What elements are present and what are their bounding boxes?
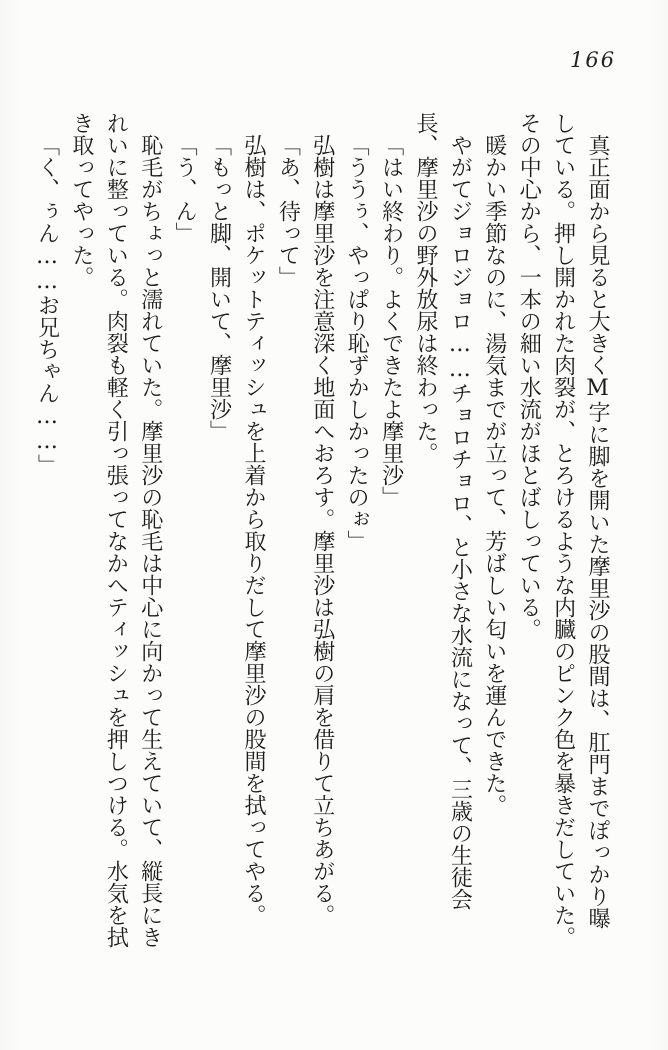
- dialogue-paragraph: 「く、ぅん……お兄ちゃん……」: [34, 134, 60, 476]
- page-number: 166: [570, 48, 617, 72]
- dialogue-paragraph: 「はい終わり。よくできたよ摩里沙」: [378, 134, 404, 508]
- paragraph: 弘樹は摩里沙を注意深く地面へおろす。摩里沙は弘樹の肩を借りて立ちあがる。: [309, 134, 335, 926]
- paragraph: 弘樹は、ポケットティッシュを上着から取りだして摩里沙の股間を拭ってやる。: [240, 134, 266, 926]
- paragraph: 真正面から見ると大きくM字に脚を開いた摩里沙の股間は、肛門までぽっかり曝している。押し開かれた肉裂が、とろけるような内臓のピンク色を暴きだしていた。その中心から、一本の細い水流がほとばしっている。: [516, 112, 610, 948]
- paragraph: やがてジョロジョロ……チョロチョロ、と小さな水流になって、三歳の生徒会長、摩里沙の野外放尿は終わった。: [412, 112, 473, 910]
- body-text: [29, 112, 614, 948]
- paragraph: 暖かい季節なのに、湯気までが立って、芳ばしい匂いを運んできた。: [481, 134, 507, 816]
- dialogue-paragraph: 「う、ん」: [172, 134, 198, 244]
- dialogue-paragraph: 「ううぅ、やっぱり恥ずかしかったのぉ」: [344, 134, 370, 552]
- paragraph: 恥毛がちょっと濡れていた。摩里沙の恥毛は中心に向かって生えていて、縦長にきれいに整っている。肉裂も軽く引っ張ってなかへティッシュを押しつける。水気を拭き取ってやった。: [68, 112, 163, 948]
- dialogue-paragraph: 「あ、待って」: [275, 134, 301, 288]
- dialogue-paragraph: 「もっと脚、開いて、摩里沙」: [206, 134, 232, 442]
